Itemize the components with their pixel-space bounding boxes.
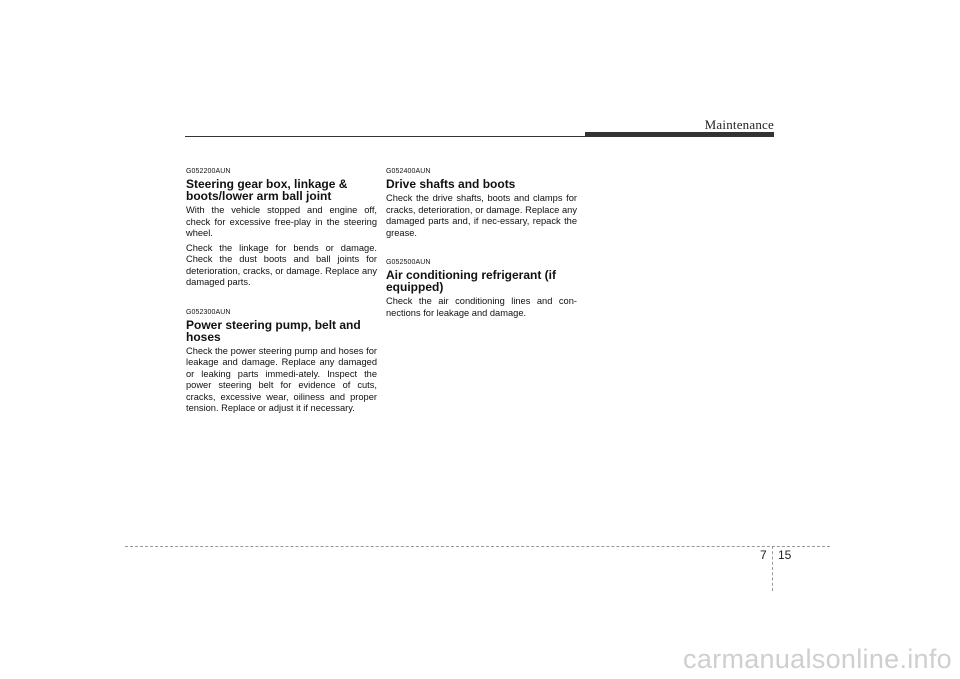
section-code: G052300AUN xyxy=(186,308,231,316)
section-paragraph: Check the air conditioning lines and con-nections for leakage and damage. xyxy=(386,296,577,318)
footer-divider-vertical xyxy=(772,546,773,591)
section-paragraph: Check the power steering pump and hoses for leakage and damage. Replace any damaged or leaking parts immedi-ately. Inspect the power steering belt for evidence of cuts, cracks, excessive wear, oiliness and proper tension. Replace or adjust it if necessary. xyxy=(186,345,377,413)
section-paragraph: With the vehicle stopped and engine off, check for excessive free-play in the steering wheel. xyxy=(186,205,377,238)
page-section-title: Maintenance xyxy=(704,117,774,132)
section-heading: Power steering pump, belt and hoses xyxy=(186,317,361,344)
section-paragraph: Check the linkage for bends or damage. Check the dust boots and ball joints for deterioration, cracks, or damage. Replace any damaged parts. xyxy=(186,242,377,287)
section-spacer xyxy=(386,242,577,258)
right-column xyxy=(386,167,577,322)
section-code: G052200AUN xyxy=(186,168,231,175)
page-number: 15 xyxy=(778,548,792,562)
chapter-number: 7 xyxy=(760,548,767,562)
section-spacer xyxy=(186,292,377,308)
header-rule-thick xyxy=(585,132,774,137)
section-code: G052500AUN xyxy=(386,259,431,266)
section-paragraph: Check the drive shafts, boots and clamps for cracks, deterioration, or damage. Replace any damaged parts and, if nec-essary, repack the grease. xyxy=(386,193,577,238)
section-code: G052400AUN xyxy=(386,168,431,175)
section-heading: Air conditioning refrigerant (if equipped) xyxy=(386,268,556,294)
section-heading: Steering gear box, linkage & boots/lower arm ball joint xyxy=(186,177,348,203)
footer-divider-horizontal xyxy=(125,546,830,547)
section-heading: Drive shafts and boots xyxy=(386,177,516,191)
left-column xyxy=(186,167,377,418)
watermark-text: carmanualsonline.info xyxy=(683,644,952,674)
header-rule-thin xyxy=(185,136,585,137)
